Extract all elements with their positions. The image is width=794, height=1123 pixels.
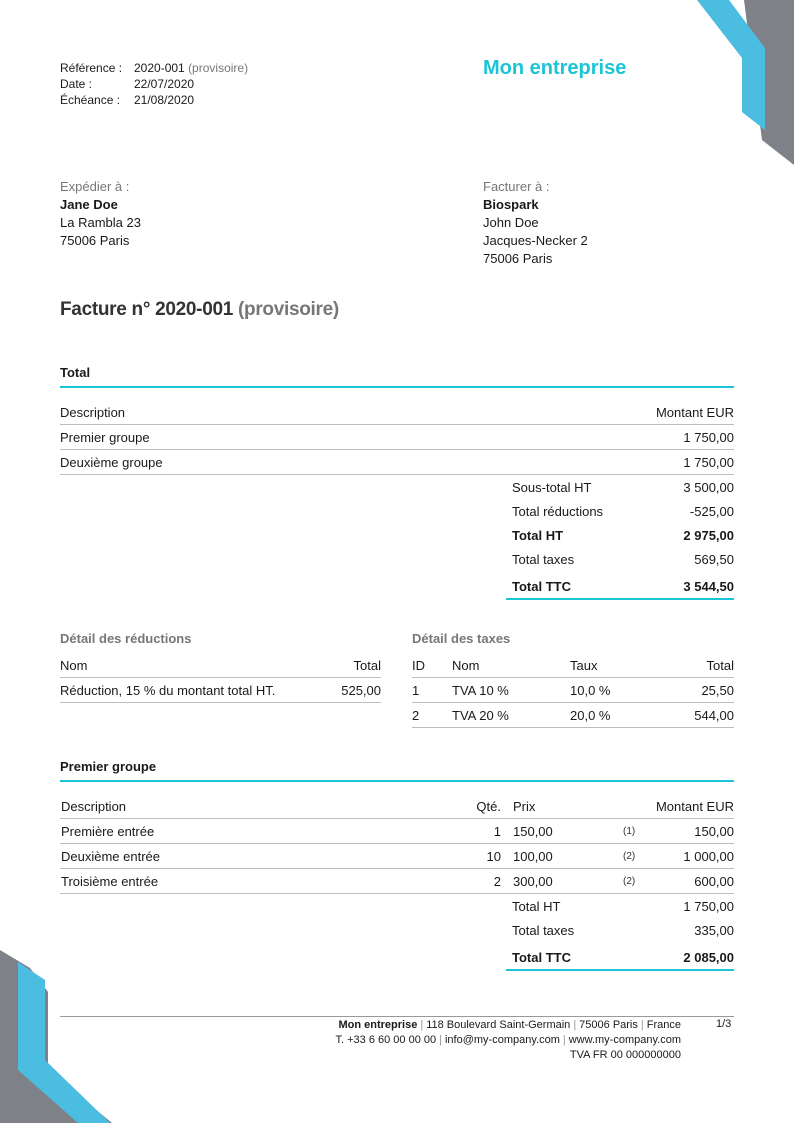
summary-row (512, 475, 734, 499)
summary-value: 2 085,00 (683, 949, 734, 965)
taxes-table (412, 653, 734, 728)
row-description: Premier groupe (60, 425, 443, 450)
footer-website: www.my-company.com (568, 1034, 681, 1046)
item-amount: 150,00 (643, 819, 734, 844)
bill-to-city: 75006 Paris (483, 251, 553, 266)
summary-label: Sous-total HT (512, 479, 592, 495)
summary-label: Total TTC (512, 949, 571, 965)
header-price: Prix (513, 794, 623, 819)
summary-value: 1 750,00 (683, 898, 734, 914)
ship-to-label: Expédier à : (60, 179, 130, 194)
summary-label: Total taxes (512, 922, 575, 938)
summary-value: 3 544,50 (683, 578, 734, 594)
discount-total: 525,00 (331, 678, 381, 703)
item-price: 150,00 (513, 819, 623, 844)
summary-label: Total taxes (512, 551, 575, 567)
summary-row (512, 547, 734, 571)
invoice-title-main: Facture n° 2020-001 (60, 299, 233, 320)
footer-line-1: Mon entreprise | 118 Boulevard Saint-Germain | 75006 Paris | France (338, 1019, 681, 1031)
header-name: Nom (452, 653, 570, 678)
summary-row (512, 918, 734, 942)
ship-to-name: Jane Doe (60, 197, 118, 212)
summary-label: Total HT (512, 898, 561, 914)
footer-email: info@my-company.com (444, 1034, 560, 1046)
summary-label: Total réductions (512, 503, 604, 519)
reference-row (60, 60, 248, 76)
company-brand: Mon entreprise (483, 57, 627, 79)
header-description: Description (60, 400, 443, 425)
item-description: Première entrée (60, 819, 461, 844)
footer-country: France (646, 1019, 681, 1031)
tax-id: 2 (412, 703, 452, 728)
footer-line-2: T. +33 6 60 00 00 00 | info@my-company.com | www.my-company.com (335, 1034, 681, 1046)
corner-decoration-top-right (669, 0, 794, 165)
item-tax-ref: (2) (623, 869, 643, 894)
item-tax-ref: (2) (623, 844, 643, 869)
table-header-row (60, 653, 381, 678)
tax-total: 25,50 (650, 678, 734, 703)
summary-value: 569,50 (694, 551, 734, 567)
header-name: Nom (60, 653, 331, 678)
footer-vat: TVA FR 00 000000000 (569, 1049, 681, 1061)
item-qty: 10 (461, 844, 501, 869)
invoice-meta (60, 60, 248, 108)
row-amount: 1 750,00 (443, 425, 734, 450)
group1-table (60, 794, 734, 894)
due-label: Échéance : (60, 93, 121, 107)
tax-name: TVA 20 % (452, 703, 570, 728)
total-summary (512, 475, 734, 601)
summary-value: 335,00 (694, 922, 734, 938)
tax-total: 544,00 (650, 703, 734, 728)
header-amount: Montant EUR (643, 794, 734, 819)
tax-id: 1 (412, 678, 452, 703)
item-description: Deuxième entrée (60, 844, 461, 869)
item-qty: 1 (461, 819, 501, 844)
item-amount: 1 000,00 (643, 844, 734, 869)
group1-ttc-underline (506, 969, 734, 971)
page-number: 1/3 (716, 1018, 732, 1030)
invoice-title (60, 299, 339, 321)
corner-decoration-bottom-left (0, 950, 112, 1123)
header-qty: Qté. (461, 794, 501, 819)
summary-label: Total HT (512, 527, 564, 543)
summary-value: -525,00 (689, 503, 734, 519)
table-row (60, 844, 734, 869)
table-row (60, 450, 734, 475)
header-total: Total (650, 653, 734, 678)
row-amount: 1 750,00 (443, 450, 734, 475)
table-row (60, 425, 734, 450)
invoice-title-status: (provisoire) (237, 299, 339, 320)
bill-to-company: Biospark (483, 197, 539, 212)
total-table (60, 400, 734, 475)
summary-row (512, 894, 734, 918)
item-description: Troisième entrée (60, 869, 461, 894)
discount-name: Réduction, 15 % du montant total HT. (60, 678, 331, 703)
footer-company: Mon entreprise (338, 1019, 418, 1031)
table-row (412, 678, 734, 703)
footer-divider (60, 1016, 734, 1017)
summary-row (512, 942, 734, 972)
summary-row (512, 523, 734, 547)
ship-to-street: La Rambla 23 (60, 215, 141, 230)
item-price: 100,00 (513, 844, 623, 869)
table-header-row (412, 653, 734, 678)
taxes-title: Détail des taxes (412, 631, 511, 646)
tax-name: TVA 10 % (452, 678, 570, 703)
date-value: 22/07/2020 (134, 77, 195, 91)
footer-city: 75006 Paris (579, 1019, 638, 1031)
tax-rate: 10,0 % (570, 678, 650, 703)
summary-value: 3 500,00 (683, 479, 734, 495)
footer-address: 118 Boulevard Saint-Germain (426, 1019, 571, 1031)
header-description: Description (60, 794, 461, 819)
table-header-row (60, 794, 734, 819)
footer (336, 1018, 682, 1063)
due-row (60, 92, 248, 108)
item-qty: 2 (461, 869, 501, 894)
header-amount: Montant EUR (443, 400, 734, 425)
total-ttc-underline (506, 598, 734, 600)
due-value: 21/08/2020 (134, 93, 195, 107)
date-label: Date : (60, 77, 93, 91)
bill-to-label: Facturer à : (483, 179, 550, 194)
bill-to-address (483, 178, 588, 268)
table-row (60, 869, 734, 894)
summary-value: 2 975,00 (683, 527, 734, 543)
summary-label: Total TTC (512, 578, 571, 594)
tax-rate: 20,0 % (570, 703, 650, 728)
footer-phone: T. +33 6 60 00 00 00 (335, 1034, 437, 1046)
header-id: ID (412, 653, 452, 678)
reference-label: Référence : (60, 61, 123, 75)
table-row (60, 819, 734, 844)
summary-row (512, 571, 734, 601)
item-amount: 600,00 (643, 869, 734, 894)
bill-to-street: Jacques-Necker 2 (483, 233, 588, 248)
total-section-title: Total (60, 365, 734, 388)
summary-row (512, 499, 734, 523)
row-description: Deuxième groupe (60, 450, 443, 475)
item-price: 300,00 (513, 869, 623, 894)
table-header-row (60, 400, 734, 425)
ship-to-address (60, 178, 141, 250)
group1-summary (512, 894, 734, 972)
bill-to-contact: John Doe (483, 215, 539, 230)
discounts-title: Détail des réductions (60, 631, 192, 646)
ship-to-city: 75006 Paris (60, 233, 130, 248)
table-row (60, 678, 381, 703)
header-rate: Taux (570, 653, 650, 678)
reference-status: (provisoire) (188, 61, 249, 75)
group1-section-title: Premier groupe (60, 759, 734, 782)
table-row (412, 703, 734, 728)
item-tax-ref: (1) (623, 819, 643, 844)
header-total: Total (331, 653, 381, 678)
discounts-table (60, 653, 381, 703)
date-row (60, 76, 248, 92)
reference-value: 2020-001 (134, 61, 185, 75)
